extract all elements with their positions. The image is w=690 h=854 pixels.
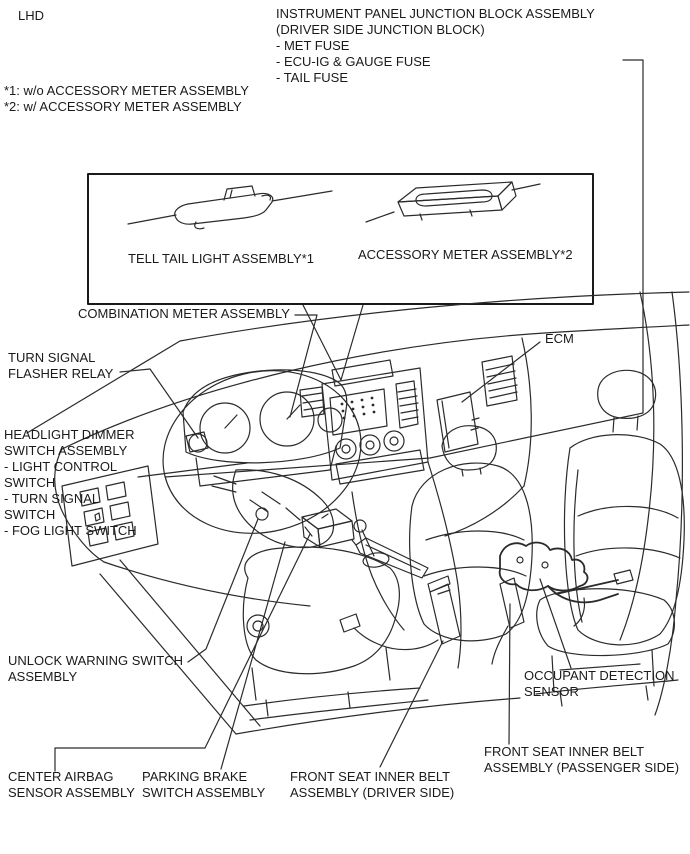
- label-line: ASSEMBLY (PASSENGER SIDE): [484, 760, 680, 775]
- leader-junction-block: [165, 60, 643, 477]
- passenger-belt-buckle: [492, 578, 524, 664]
- label-line: PARKING BRAKE: [142, 769, 248, 784]
- label-footnote-2: *2: w/ ACCESSORY METER ASSEMBLY: [4, 99, 242, 114]
- label-junction-block: [276, 6, 595, 86]
- label-line: SWITCH ASSEMBLY: [4, 443, 128, 458]
- leader-unlock-warning: [188, 519, 258, 662]
- label-line: - TURN SIGNAL: [4, 491, 100, 506]
- label-headlight-dimmer: [4, 427, 137, 539]
- floor-sensor-box: [302, 509, 354, 547]
- occupant-sensor-harness: [500, 543, 633, 626]
- label-line: OCCUPANT DETECTION: [524, 668, 675, 683]
- parking-brake-lever: [356, 538, 428, 578]
- tell-tail-light-drawing: [128, 186, 332, 229]
- label-line: SWITCH ASSEMBLY: [142, 785, 266, 800]
- driver-belt-buckle: [340, 576, 460, 650]
- label-line: - LIGHT CONTROL: [4, 459, 118, 474]
- shift-knob: [354, 520, 366, 532]
- label-line: FRONT SEAT INNER BELT: [290, 769, 451, 784]
- label-belt-driver: [290, 769, 454, 801]
- label-lhd: LHD: [18, 8, 45, 23]
- passenger-seat: [536, 370, 684, 706]
- label-line: SENSOR: [524, 684, 579, 699]
- label-accessory-meter: ACCESSORY METER ASSEMBLY*2: [358, 247, 573, 262]
- label-line: SWITCH: [4, 475, 56, 490]
- label-line: ASSEMBLY (DRIVER SIDE): [290, 785, 455, 800]
- climate-knob: [384, 431, 404, 451]
- label-line: INSTRUMENT PANEL JUNCTION BLOCK ASSEMBLY: [276, 6, 595, 21]
- label-line: TURN SIGNAL: [8, 350, 96, 365]
- label-line: - TAIL FUSE: [276, 70, 348, 85]
- label-belt-passenger: [484, 744, 679, 776]
- label-line: FRONT SEAT INNER BELT: [484, 744, 645, 759]
- label-occupant-detection: [524, 668, 674, 700]
- label-line: FLASHER RELAY: [8, 366, 114, 381]
- label-parking-brake: [142, 769, 265, 801]
- label-line: UNLOCK WARNING SWITCH: [8, 653, 184, 668]
- label-turn-signal-flasher: [8, 350, 113, 382]
- label-line: (DRIVER SIDE JUNCTION BLOCK): [276, 22, 485, 37]
- label-line: CENTER AIRBAG: [8, 769, 114, 784]
- label-tell-tail-light: TELL TAIL LIGHT ASSEMBLY*1: [128, 251, 314, 266]
- label-line: SWITCH: [4, 507, 56, 522]
- steering-column-switches: [212, 470, 334, 548]
- label-line: - FOG LIGHT SWITCH: [4, 523, 137, 538]
- ecm-unit: [437, 392, 479, 452]
- accessory-meter-drawing: [366, 182, 540, 222]
- label-combination-meter: COMBINATION METER ASSEMBLY: [78, 306, 290, 321]
- component-box: [88, 174, 593, 304]
- label-unlock-warning: [8, 653, 183, 685]
- climate-knob: [360, 435, 380, 455]
- label-line: - MET FUSE: [276, 38, 350, 53]
- ignition-key-cylinder: [256, 508, 268, 520]
- label-line: ASSEMBLY: [8, 669, 78, 684]
- label-line: HEADLIGHT DIMMER: [4, 427, 135, 442]
- label-ecm: ECM: [545, 331, 574, 346]
- label-center-airbag: [8, 769, 135, 801]
- leader-box-funnel: [303, 305, 363, 380]
- label-footnote-1: *1: w/o ACCESSORY METER ASSEMBLY: [4, 83, 249, 98]
- label-line: - ECU-IG & GAUGE FUSE: [276, 54, 431, 69]
- label-line: SENSOR ASSEMBLY: [8, 785, 135, 800]
